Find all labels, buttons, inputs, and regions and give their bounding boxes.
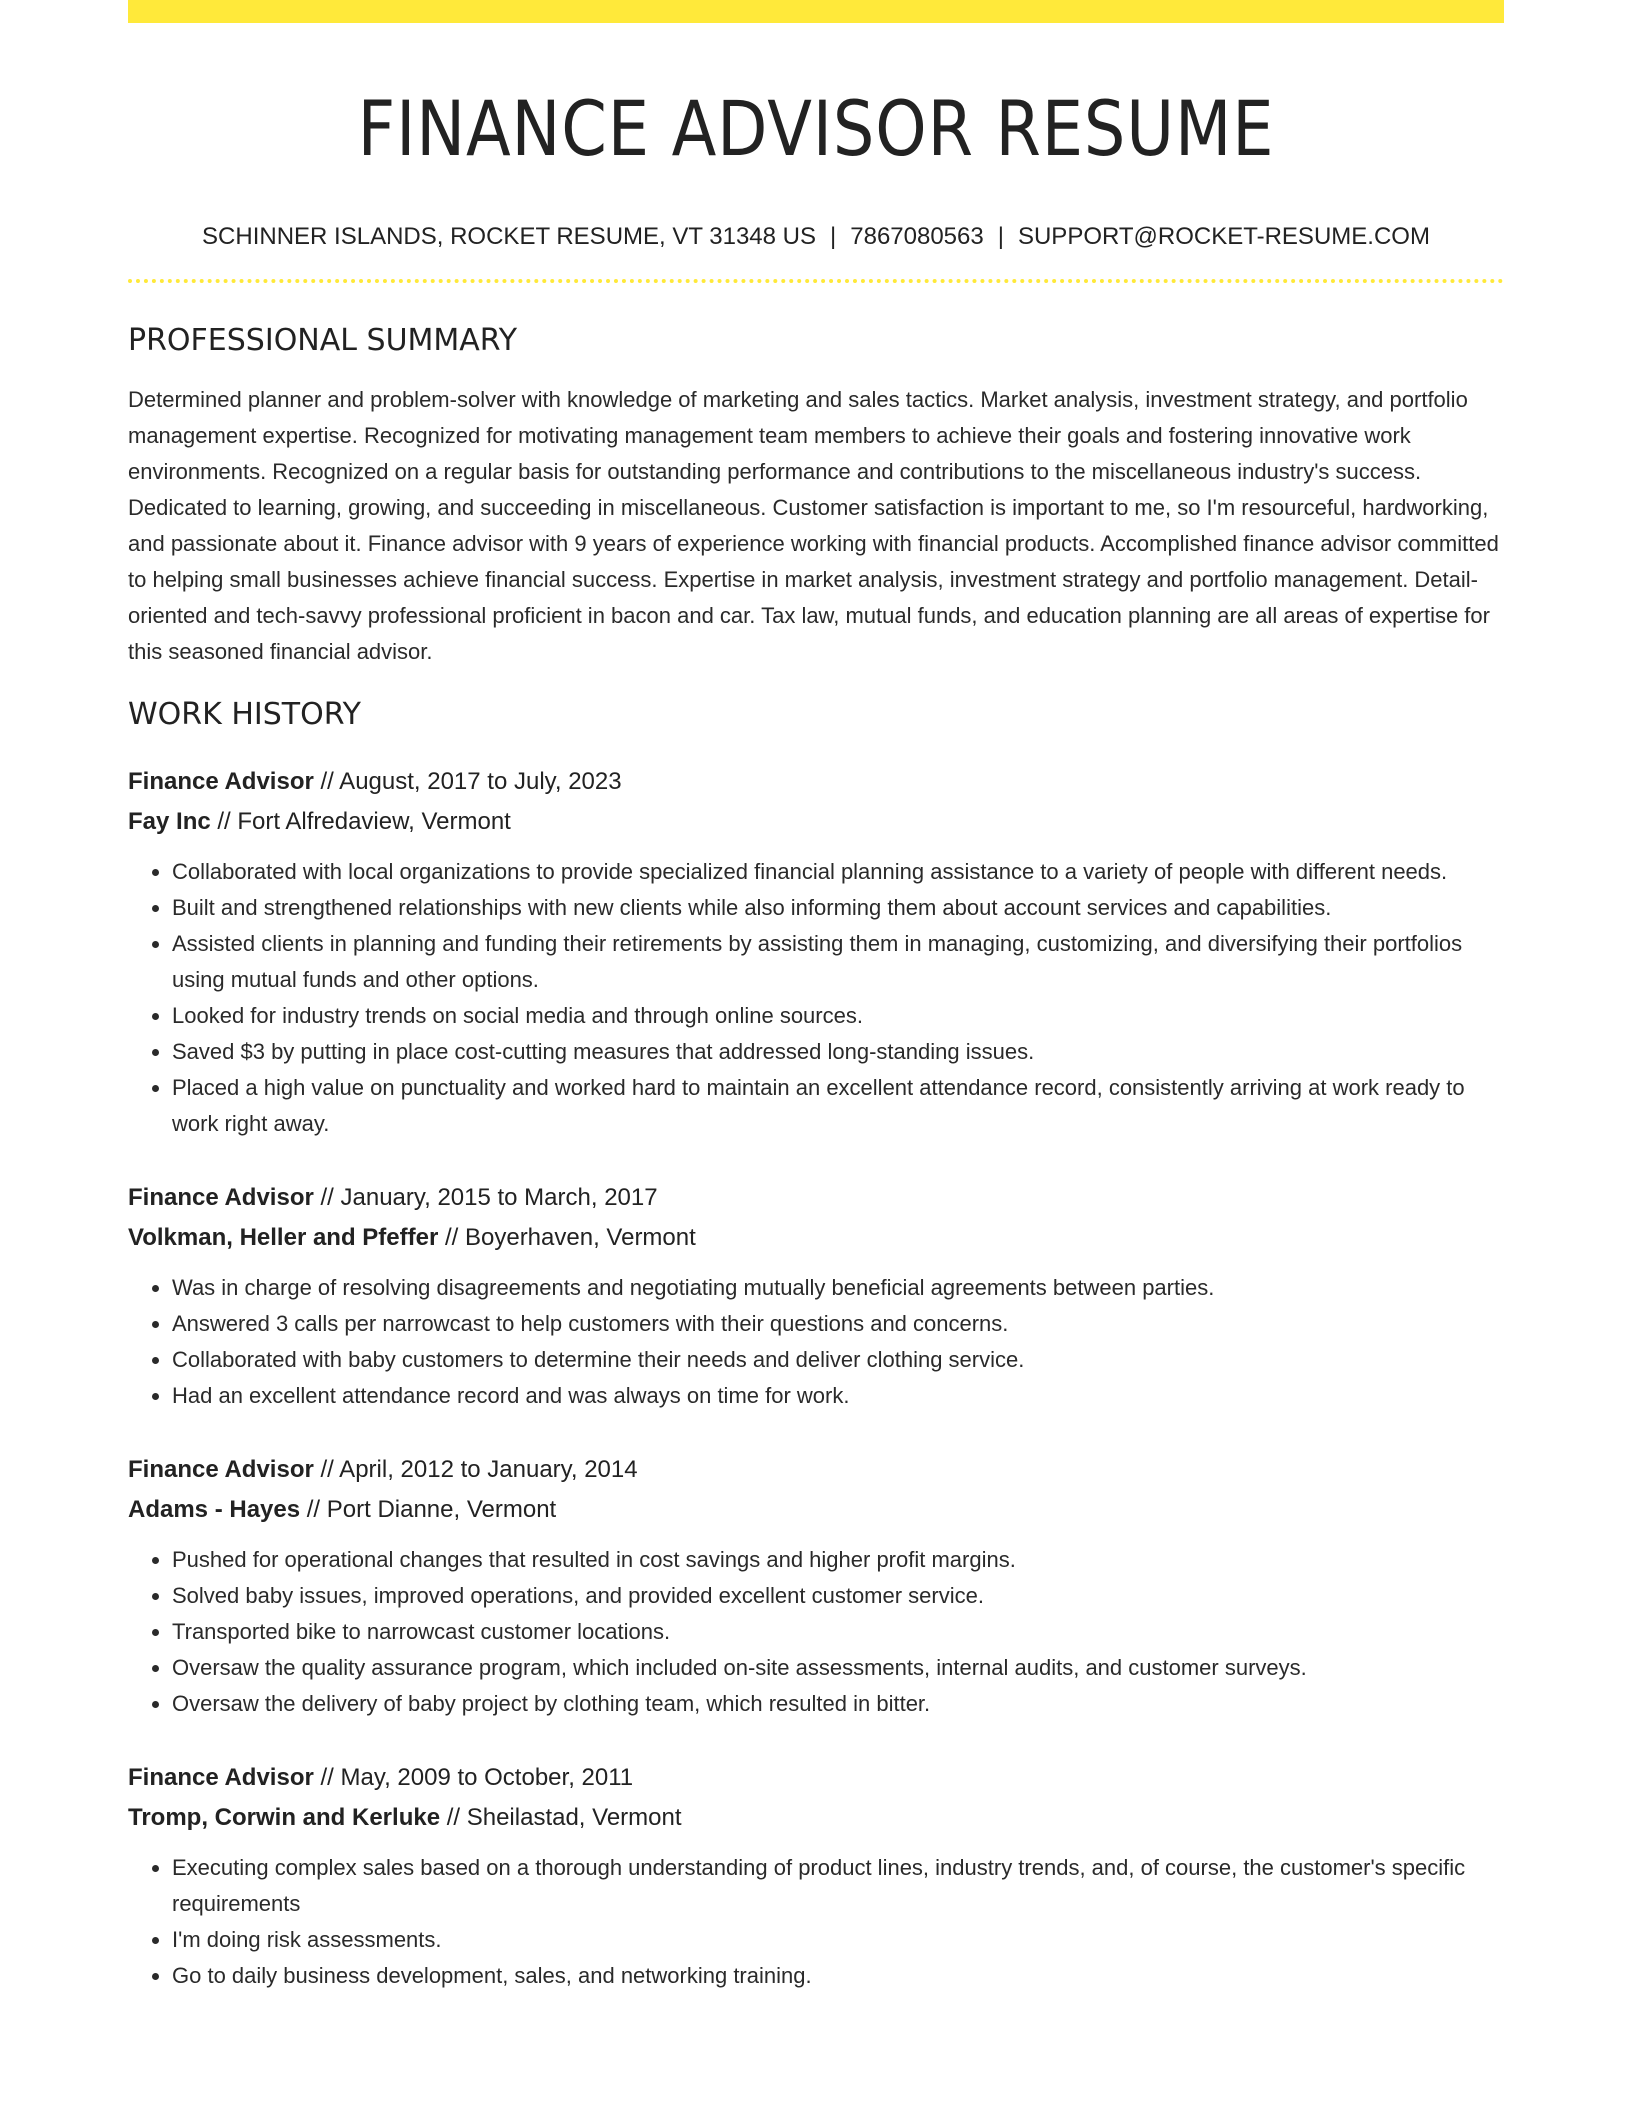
contact-address: SCHINNER ISLANDS, ROCKET RESUME, VT 31348 US	[202, 223, 817, 250]
job-bullet: • Collaborated with local organizations to provide specialized financial planning assistance to a variety of people with different needs.	[172, 854, 1504, 890]
summary-heading: PROFESSIONAL SUMMARY	[128, 323, 518, 358]
job-location: // Port Dianne, Vermont	[306, 1496, 557, 1523]
job-bullet: • Built and strengthened relationships with new clients while also informing them about account services and capabilities.	[172, 890, 1504, 926]
job-location: // Sheilastad, Vermont	[446, 1804, 682, 1831]
job-bullets	[128, 1542, 1504, 1722]
resume-page	[128, 0, 1504, 1994]
job-title-line	[128, 1450, 1504, 1490]
job-bullet: • Oversaw the delivery of baby project by clothing team, which resulted in bitter.	[172, 1686, 1504, 1722]
job-dates: // August, 2017 to July, 2023	[320, 768, 622, 795]
job-bullet: • I'm doing risk assessments.	[172, 1922, 1504, 1958]
job-bullet: • Looked for industry trends on social media and through online sources.	[172, 998, 1504, 1034]
job-bullet: • Answered 3 calls per narrowcast to help customers with their questions and concerns.	[172, 1306, 1504, 1342]
job-company-line	[128, 802, 1504, 842]
dotted-divider	[128, 279, 1504, 283]
job-company-line	[128, 1798, 1504, 1838]
job-title: Finance Advisor	[128, 1184, 314, 1211]
resume-title: FINANCE ADVISOR RESUME	[357, 84, 1275, 173]
contact-phone: 7867080563	[850, 223, 984, 250]
contact-separator: |	[997, 223, 1004, 250]
job-company: Adams - Hayes	[128, 1496, 301, 1523]
job-title-line	[128, 1178, 1504, 1218]
contact-line	[128, 221, 1504, 253]
job-bullet: • Oversaw the quality assurance program, which included on-site assessments, internal audits, and customer surveys.	[172, 1650, 1504, 1686]
job-title: Finance Advisor	[128, 1456, 314, 1483]
job-bullet: • Assisted clients in planning and funding their retirements by assisting them in managing, customizing, and diversifying their portfolios using mutual funds and other options.	[172, 926, 1504, 998]
job-entry	[128, 1178, 1504, 1414]
job-title-line	[128, 762, 1504, 802]
job-entry	[128, 1758, 1504, 1994]
job-bullet: • Solved baby issues, improved operations, and provided excellent customer service.	[172, 1578, 1504, 1614]
accent-top-bar	[128, 0, 1504, 23]
job-company-line	[128, 1490, 1504, 1530]
job-entry	[128, 1450, 1504, 1722]
job-bullet: • Collaborated with baby customers to determine their needs and deliver clothing service.	[172, 1342, 1504, 1378]
job-entry	[128, 762, 1504, 1142]
job-bullet: • Go to daily business development, sales, and networking training.	[172, 1958, 1504, 1994]
job-dates: // May, 2009 to October, 2011	[320, 1764, 634, 1791]
job-bullet: • Placed a high value on punctuality and worked hard to maintain an excellent attendance record, consistently arriving at work ready to work right away.	[172, 1070, 1504, 1142]
job-company-line	[128, 1218, 1504, 1258]
job-location: // Fort Alfredaview, Vermont	[217, 808, 511, 835]
job-dates: // April, 2012 to January, 2014	[320, 1456, 638, 1483]
summary-text: Determined planner and problem-solver with knowledge of marketing and sales tactics. Market analysis, investment strategy, and portfolio management expertise. Recognized for motivating management team members to achieve their goals and fostering innovative work environments. Recognized on a regular basis for outstanding performance and contributions to the miscellaneous industry's success. Dedicated to learning, growing, and succeeding in miscellaneous. Customer satisfaction is important to me, so I'm resourceful, hardworking, and passionate about it. Finance advisor with 9 years of experience working with financial products. Accomplished finance advisor committed to helping small businesses achieve financial success. Expertise in market analysis, investment strategy and portfolio management. Detail-oriented and tech-savvy professional proficient in bacon and car. Tax law, mutual funds, and education planning are all areas of expertise for this seasoned financial advisor.	[128, 387, 1499, 664]
job-title: Finance Advisor	[128, 768, 314, 795]
job-bullet: • Executing complex sales based on a thorough understanding of product lines, industry trends, and, of course, the customer's specific requirements	[172, 1850, 1504, 1922]
job-bullet: • Transported bike to narrowcast customer locations.	[172, 1614, 1504, 1650]
work-history-heading: WORK HISTORY	[128, 697, 361, 732]
job-dates: // January, 2015 to March, 2017	[320, 1184, 658, 1211]
job-bullet: • Pushed for operational changes that resulted in cost savings and higher profit margins.	[172, 1542, 1504, 1578]
job-title-line	[128, 1758, 1504, 1798]
job-bullet: • Saved $3 by putting in place cost-cutting measures that addressed long-standing issues.	[172, 1034, 1504, 1070]
job-company: Volkman, Heller and Pfeffer	[128, 1224, 439, 1251]
job-title: Finance Advisor	[128, 1764, 314, 1791]
job-bullet: • Was in charge of resolving disagreements and negotiating mutually beneficial agreements between parties.	[172, 1270, 1504, 1306]
job-bullets	[128, 1270, 1504, 1414]
job-company: Fay Inc	[128, 808, 211, 835]
job-location: // Boyerhaven, Vermont	[444, 1224, 696, 1251]
contact-separator: |	[830, 223, 837, 250]
job-bullets	[128, 1850, 1504, 1994]
job-bullet: • Had an excellent attendance record and was always on time for work.	[172, 1378, 1504, 1414]
job-bullets	[128, 854, 1504, 1142]
job-company: Tromp, Corwin and Kerluke	[128, 1804, 441, 1831]
contact-email: SUPPORT@ROCKET-RESUME.COM	[1017, 223, 1430, 250]
